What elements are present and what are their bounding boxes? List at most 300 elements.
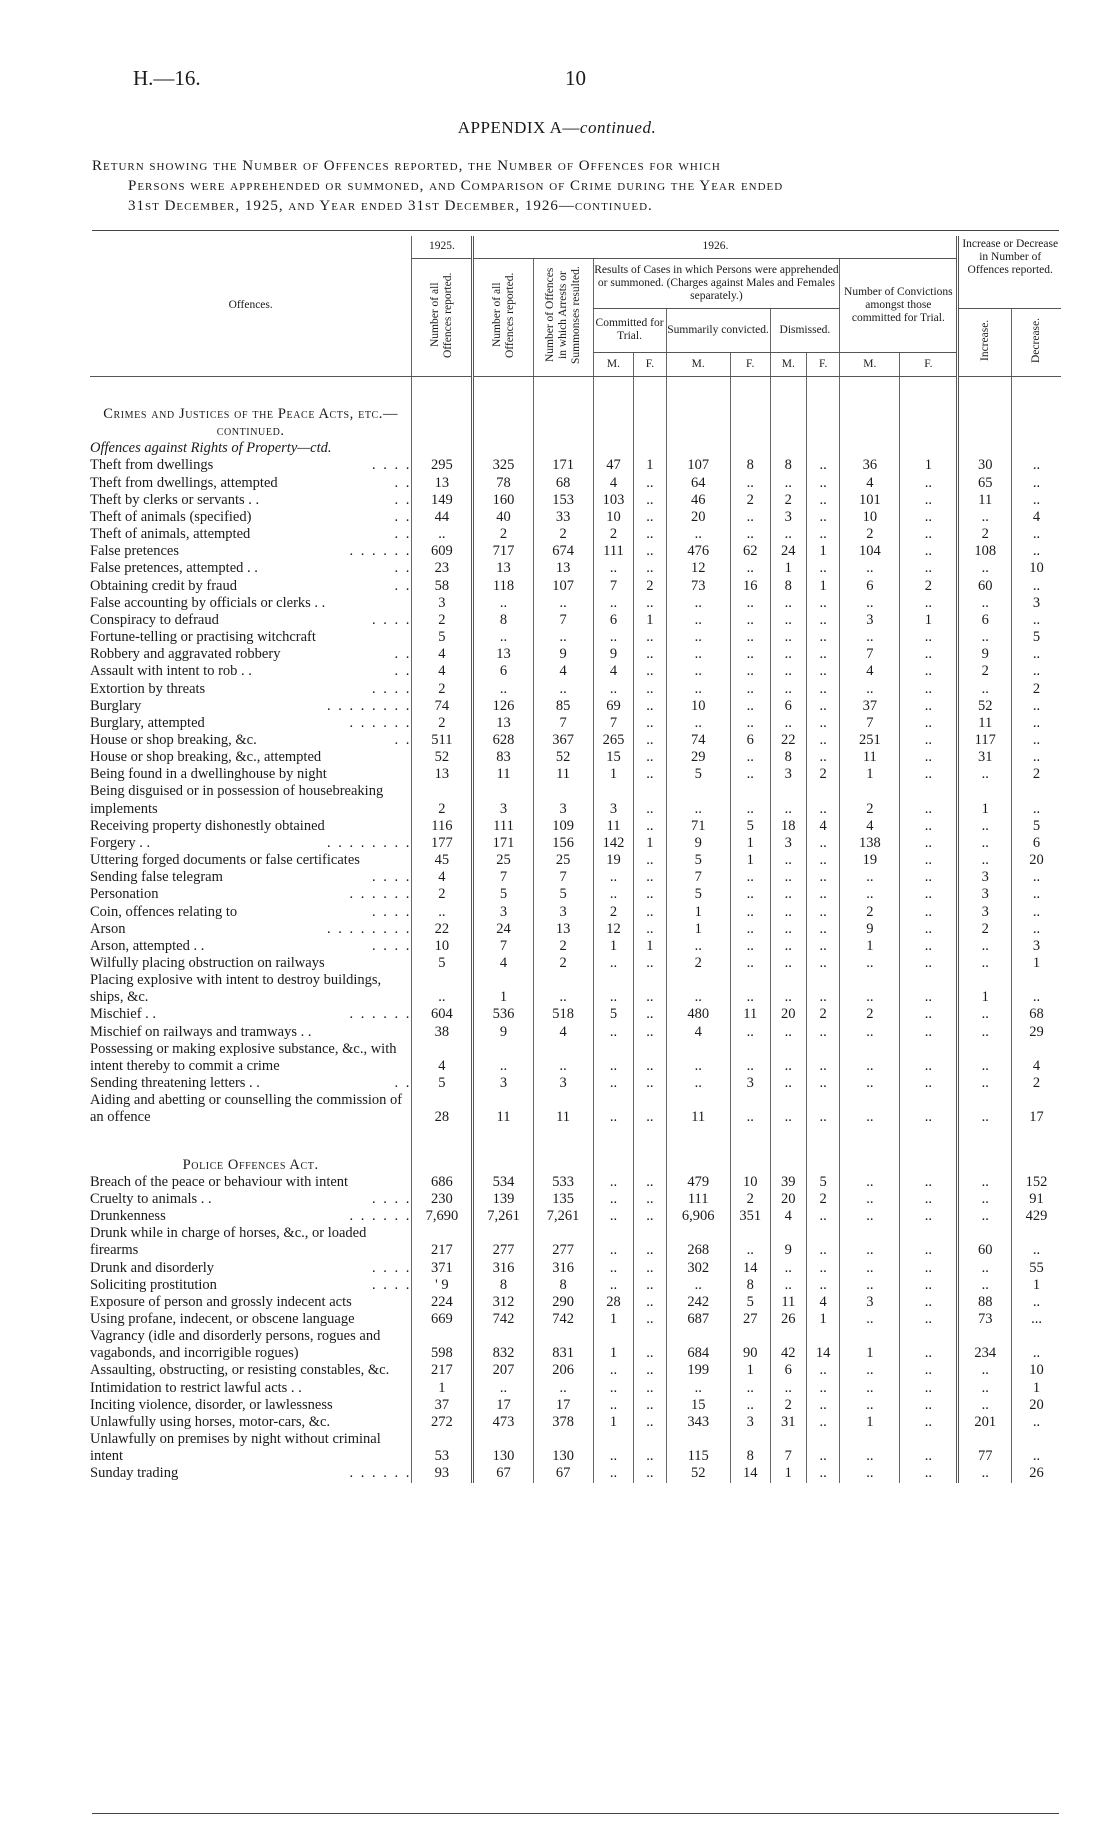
offence-name: [90, 1311, 412, 1328]
value-cell: 2: [840, 526, 900, 543]
value-cell: ..: [1012, 732, 1061, 749]
value-cell: 832: [473, 1328, 533, 1362]
offence-name: [90, 1208, 412, 1225]
value-cell: ..: [958, 835, 1012, 852]
value-cell: ..: [958, 1191, 1012, 1208]
value-cell: ..: [634, 1431, 666, 1465]
offence-label: Obtaining credit by fraud: [90, 577, 237, 594]
value-cell: ..: [958, 629, 1012, 646]
dismissed-m: M.: [770, 352, 806, 376]
value-cell: ..: [634, 732, 666, 749]
offence-name: [90, 578, 412, 595]
value-cell: ..: [807, 492, 840, 509]
value-cell: ..: [634, 1380, 666, 1397]
spacer-cell: [533, 1127, 593, 1157]
value-cell: ..: [807, 646, 840, 663]
spacer-cell: [533, 376, 593, 406]
value-cell: ..: [1012, 904, 1061, 921]
table-row: [90, 1362, 1061, 1379]
value-cell: 9: [666, 835, 730, 852]
offence-name: [90, 1225, 412, 1259]
value-cell: ..: [807, 938, 840, 955]
value-cell: 11: [533, 1092, 593, 1126]
incdec-header: Increase or Decrease in Number of Offences reported.: [958, 236, 1061, 308]
value-cell: ..: [593, 1465, 634, 1482]
value-cell: 7: [840, 715, 900, 732]
value-cell: 52: [958, 698, 1012, 715]
value-cell: 302: [666, 1260, 730, 1277]
leader-dots: . . . . . . . .: [326, 834, 412, 851]
value-cell: 18: [770, 818, 806, 835]
value-cell: ..: [593, 1397, 634, 1414]
value-cell: 684: [666, 1328, 730, 1362]
value-cell: 39: [770, 1174, 806, 1191]
value-cell: 371: [412, 1260, 473, 1277]
value-cell: ..: [807, 1024, 840, 1041]
spacer-cell: [634, 376, 666, 406]
value-cell: 118: [473, 578, 533, 595]
empty-cell: [958, 440, 1012, 457]
value-cell: ..: [770, 1277, 806, 1294]
leader-dots: . . . . . . . .: [326, 697, 412, 714]
value-cell: ..: [593, 1191, 634, 1208]
value-cell: 1: [730, 835, 770, 852]
value-cell: 3: [1012, 595, 1061, 612]
offence-label: Inciting violence, disorder, or lawlessness: [90, 1396, 333, 1413]
value-cell: ..: [730, 526, 770, 543]
empty-cell: [1012, 440, 1061, 457]
value-cell: 10: [1012, 1362, 1061, 1379]
value-cell: 11: [473, 766, 533, 783]
value-cell: 3: [730, 1414, 770, 1431]
value-cell: ..: [1012, 972, 1061, 1006]
offence-name: [90, 1362, 412, 1379]
value-cell: 107: [666, 457, 730, 474]
spacer-cell: [634, 1127, 666, 1157]
value-cell: ..: [634, 526, 666, 543]
empty-cell: [666, 1157, 730, 1174]
offence-label: Burglary: [90, 697, 142, 714]
value-cell: ..: [958, 595, 1012, 612]
value-cell: 429: [1012, 1208, 1061, 1225]
offence-name: [90, 1024, 412, 1041]
return-heading: [92, 156, 1059, 216]
value-cell: 28: [593, 1294, 634, 1311]
value-cell: 3: [770, 509, 806, 526]
property-subsection-title-text: Offences against Rights of Property—ctd.: [90, 440, 332, 457]
value-cell: 2: [730, 492, 770, 509]
value-cell: ..: [473, 1380, 533, 1397]
value-cell: 25: [473, 852, 533, 869]
value-cell: 37: [840, 698, 900, 715]
value-cell: 19: [593, 852, 634, 869]
value-cell: 277: [473, 1225, 533, 1259]
table-row: [90, 1075, 1061, 1092]
value-cell: ..: [900, 1174, 958, 1191]
value-cell: 3: [533, 904, 593, 921]
value-cell: 8: [730, 457, 770, 474]
value-cell: ..: [900, 1362, 958, 1379]
value-cell: ..: [770, 938, 806, 955]
value-cell: ..: [634, 1225, 666, 1259]
empty-cell: [770, 406, 806, 440]
value-cell: 5: [1012, 818, 1061, 835]
value-cell: ..: [634, 646, 666, 663]
value-cell: ..: [634, 818, 666, 835]
value-cell: 224: [412, 1294, 473, 1311]
value-cell: ..: [412, 972, 473, 1006]
offence-name: [90, 509, 412, 526]
value-cell: ..: [593, 1380, 634, 1397]
value-cell: ..: [770, 663, 806, 680]
value-cell: 67: [473, 1465, 533, 1482]
value-cell: 10: [730, 1174, 770, 1191]
value-cell: ..: [634, 852, 666, 869]
table-row: [90, 852, 1061, 869]
value-cell: 73: [666, 578, 730, 595]
value-cell: 2: [634, 578, 666, 595]
value-cell: 1: [634, 612, 666, 629]
value-cell: 6: [730, 732, 770, 749]
value-cell: ..: [634, 749, 666, 766]
value-cell: ..: [900, 681, 958, 698]
value-cell: 7: [533, 869, 593, 886]
value-cell: 91: [1012, 1191, 1061, 1208]
empty-cell: [730, 1157, 770, 1174]
value-cell: ..: [770, 1041, 806, 1075]
offence-name: [90, 1006, 412, 1023]
value-cell: ..: [770, 904, 806, 921]
value-cell: 2: [770, 492, 806, 509]
leader-dots: . .: [394, 1075, 412, 1092]
return-line-3: 31st December, 1925, and Year ended 31st December, 1926—continued.: [128, 198, 653, 214]
table-row: [90, 1208, 1061, 1225]
value-cell: ..: [634, 560, 666, 577]
value-cell: 343: [666, 1414, 730, 1431]
value-cell: ..: [840, 1075, 900, 1092]
value-cell: 68: [533, 475, 593, 492]
table-row: [90, 526, 1061, 543]
value-cell: ..: [634, 698, 666, 715]
offence-label: Possessing or making explosive substance, &c., with intent thereby to commit a crime: [90, 1040, 397, 1074]
value-cell: ..: [958, 818, 1012, 835]
value-cell: ..: [593, 1208, 634, 1225]
value-cell: 23: [412, 560, 473, 577]
crimes-section-title-text: Crimes and Justices of the Peace Acts, etc.—continued.: [103, 406, 399, 440]
value-cell: ..: [730, 1225, 770, 1259]
empty-cell: [412, 406, 473, 440]
table-row: [90, 1260, 1061, 1277]
spacer-row: [90, 376, 1061, 406]
value-cell: ..: [840, 1465, 900, 1482]
value-cell: ..: [666, 1041, 730, 1075]
value-cell: ..: [840, 1311, 900, 1328]
value-cell: 8: [473, 612, 533, 629]
offence-name: [90, 475, 412, 492]
value-cell: 1: [770, 560, 806, 577]
offence-label: Arson, attempted . .: [90, 937, 205, 954]
value-cell: ..: [730, 629, 770, 646]
value-cell: ..: [1012, 543, 1061, 560]
value-cell: ..: [1012, 526, 1061, 543]
empty-cell: [412, 440, 473, 457]
value-cell: 5: [593, 1006, 634, 1023]
value-cell: ..: [412, 526, 473, 543]
leader-dots: . . . . . .: [349, 886, 412, 903]
offence-label: Drunk and disorderly: [90, 1259, 215, 1276]
spacer-cell: [807, 376, 840, 406]
empty-cell: [634, 406, 666, 440]
value-cell: 11: [533, 766, 593, 783]
value-cell: 6: [593, 612, 634, 629]
value-cell: 4: [807, 818, 840, 835]
value-cell: 9: [770, 1225, 806, 1259]
value-cell: 2: [412, 681, 473, 698]
property-subsection-title: [90, 440, 1061, 457]
value-cell: ..: [900, 1328, 958, 1362]
value-cell: ..: [730, 869, 770, 886]
value-cell: ..: [807, 1380, 840, 1397]
value-cell: ..: [807, 904, 840, 921]
value-cell: 669: [412, 1311, 473, 1328]
table-row: [90, 663, 1061, 680]
value-cell: 46: [666, 492, 730, 509]
value-cell: 6: [770, 1362, 806, 1379]
empty-cell: [840, 1157, 900, 1174]
value-cell: 9: [473, 1024, 533, 1041]
offence-label: Arson: [90, 920, 126, 937]
value-cell: 3: [533, 783, 593, 817]
value-cell: 10: [593, 509, 634, 526]
value-cell: 15: [593, 749, 634, 766]
value-cell: ..: [840, 1208, 900, 1225]
value-cell: ..: [770, 1380, 806, 1397]
table-row: [90, 578, 1061, 595]
table-row: [90, 835, 1061, 852]
value-cell: 604: [412, 1006, 473, 1023]
value-cell: ..: [840, 1174, 900, 1191]
value-cell: 11: [770, 1294, 806, 1311]
value-cell: ..: [634, 629, 666, 646]
offence-label: Exposure of person and grossly indecent acts: [90, 1293, 352, 1310]
value-cell: 3: [1012, 938, 1061, 955]
value-cell: ..: [1012, 886, 1061, 903]
table-row: [90, 1277, 1061, 1294]
value-cell: 1: [593, 766, 634, 783]
value-cell: ..: [1012, 1431, 1061, 1465]
offence-label: Vagrancy (idle and disorderly persons, rogues and vagabonds, and incorrigible rogues): [90, 1328, 381, 1362]
value-cell: ..: [593, 1041, 634, 1075]
value-cell: ..: [807, 698, 840, 715]
table-row: [90, 904, 1061, 921]
value-cell: ..: [807, 715, 840, 732]
table-row: [90, 457, 1061, 474]
value-cell: 9: [958, 646, 1012, 663]
empty-cell: [473, 406, 533, 440]
value-cell: ..: [807, 749, 840, 766]
value-cell: ..: [840, 629, 900, 646]
value-cell: 115: [666, 1431, 730, 1465]
value-cell: 108: [958, 543, 1012, 560]
value-cell: 31: [958, 749, 1012, 766]
offence-label: False accounting by officials or clerks . .: [90, 594, 326, 611]
value-cell: 3: [770, 835, 806, 852]
value-cell: 15: [666, 1397, 730, 1414]
value-cell: 37: [412, 1397, 473, 1414]
offence-label: Uttering forged documents or false certificates: [90, 852, 360, 869]
offence-name: [90, 646, 412, 663]
value-cell: ..: [807, 1465, 840, 1482]
value-cell: ..: [958, 1041, 1012, 1075]
value-cell: ..: [634, 1397, 666, 1414]
offence-name: [90, 629, 412, 646]
offence-label: Assault with intent to rob . .: [90, 663, 252, 680]
value-cell: 518: [533, 1006, 593, 1023]
spacer-cell: [770, 376, 806, 406]
value-cell: 4: [412, 1041, 473, 1075]
value-cell: ..: [807, 869, 840, 886]
offence-name: [90, 1277, 412, 1294]
value-cell: ..: [900, 1465, 958, 1482]
value-cell: ..: [900, 1006, 958, 1023]
value-cell: ..: [840, 1380, 900, 1397]
value-cell: 4: [770, 1208, 806, 1225]
value-cell: 28: [412, 1092, 473, 1126]
value-cell: 171: [473, 835, 533, 852]
table-row: [90, 869, 1061, 886]
value-cell: 2: [412, 886, 473, 903]
reported-1926-label: Number of all Offences reported.: [490, 272, 516, 358]
value-cell: ..: [807, 835, 840, 852]
value-cell: 26: [770, 1311, 806, 1328]
value-cell: 55: [1012, 1260, 1061, 1277]
value-cell: 674: [533, 543, 593, 560]
value-cell: ..: [770, 955, 806, 972]
empty-cell: [593, 440, 634, 457]
value-cell: ..: [840, 1092, 900, 1126]
value-cell: 268: [666, 1225, 730, 1259]
value-cell: 1: [900, 457, 958, 474]
value-cell: 5: [412, 1075, 473, 1092]
value-cell: ..: [807, 526, 840, 543]
leader-dots: . . . . . .: [349, 1465, 412, 1482]
value-cell: 11: [958, 492, 1012, 509]
empty-cell: [473, 440, 533, 457]
value-cell: 1: [840, 766, 900, 783]
value-cell: 31: [770, 1414, 806, 1431]
offence-label: Receiving property dishonestly obtained: [90, 817, 325, 834]
value-cell: 2: [533, 526, 593, 543]
table-row: [90, 629, 1061, 646]
value-cell: ..: [533, 972, 593, 1006]
value-cell: 27: [730, 1311, 770, 1328]
value-cell: ..: [900, 646, 958, 663]
value-cell: ..: [958, 1362, 1012, 1379]
value-cell: 11: [958, 715, 1012, 732]
value-cell: 111: [593, 543, 634, 560]
table-row: [90, 955, 1061, 972]
value-cell: ..: [730, 560, 770, 577]
offence-label: Sunday trading: [90, 1465, 179, 1482]
value-cell: ..: [840, 560, 900, 577]
offence-name: [90, 886, 412, 903]
value-cell: 22: [412, 921, 473, 938]
value-cell: 11: [473, 1092, 533, 1126]
value-cell: 10: [666, 698, 730, 715]
offences-header: Offences.: [90, 236, 412, 376]
value-cell: 4: [840, 663, 900, 680]
value-cell: ..: [770, 852, 806, 869]
value-cell: 4: [593, 663, 634, 680]
value-cell: ..: [840, 1024, 900, 1041]
value-cell: ..: [593, 955, 634, 972]
value-cell: ..: [1012, 612, 1061, 629]
value-cell: 2: [840, 904, 900, 921]
value-cell: 10: [840, 509, 900, 526]
value-cell: ..: [807, 663, 840, 680]
value-cell: ..: [770, 629, 806, 646]
value-cell: ..: [807, 732, 840, 749]
offence-label: Forgery . .: [90, 834, 151, 851]
empty-cell: [900, 1157, 958, 1174]
value-cell: ..: [900, 1191, 958, 1208]
value-cell: ..: [1012, 698, 1061, 715]
value-cell: ..: [958, 1208, 1012, 1225]
value-cell: ..: [807, 1208, 840, 1225]
value-cell: 4: [1012, 1041, 1061, 1075]
value-cell: 7,261: [533, 1208, 593, 1225]
empty-cell: [666, 406, 730, 440]
value-cell: 8: [533, 1277, 593, 1294]
offence-name: [90, 1260, 412, 1277]
value-cell: ..: [730, 749, 770, 766]
reported-1925-label: Number of all Offences reported.: [428, 272, 454, 358]
value-cell: 3: [770, 766, 806, 783]
value-cell: ..: [666, 629, 730, 646]
empty-cell: [807, 406, 840, 440]
offence-name: [90, 698, 412, 715]
spacer-cell: [666, 376, 730, 406]
offence-label: Unlawfully using horses, motor-cars, &c.: [90, 1413, 331, 1430]
value-cell: ..: [840, 1362, 900, 1379]
value-cell: 13: [473, 646, 533, 663]
value-cell: 9: [840, 921, 900, 938]
value-cell: 4: [807, 1294, 840, 1311]
offence-label: Being disguised or in possession of housebreaking implements: [90, 783, 384, 817]
value-cell: ..: [634, 1328, 666, 1362]
leader-dots: . . . .: [371, 457, 412, 474]
value-cell: 64: [666, 475, 730, 492]
offence-label: Unlawfully on premises by night without criminal intent: [90, 1431, 381, 1465]
value-cell: 628: [473, 732, 533, 749]
value-cell: ..: [730, 783, 770, 817]
value-cell: ..: [958, 1380, 1012, 1397]
value-cell: 290: [533, 1294, 593, 1311]
value-cell: ..: [593, 681, 634, 698]
table-row: [90, 1092, 1061, 1126]
value-cell: 156: [533, 835, 593, 852]
spacer-row: [90, 1127, 1061, 1157]
value-cell: 367: [533, 732, 593, 749]
value-cell: ..: [900, 1397, 958, 1414]
value-cell: ..: [807, 921, 840, 938]
value-cell: 1: [473, 972, 533, 1006]
value-cell: ..: [900, 663, 958, 680]
value-cell: ..: [807, 955, 840, 972]
spacer-cell: [412, 376, 473, 406]
value-cell: 104: [840, 543, 900, 560]
value-cell: ..: [807, 1431, 840, 1465]
